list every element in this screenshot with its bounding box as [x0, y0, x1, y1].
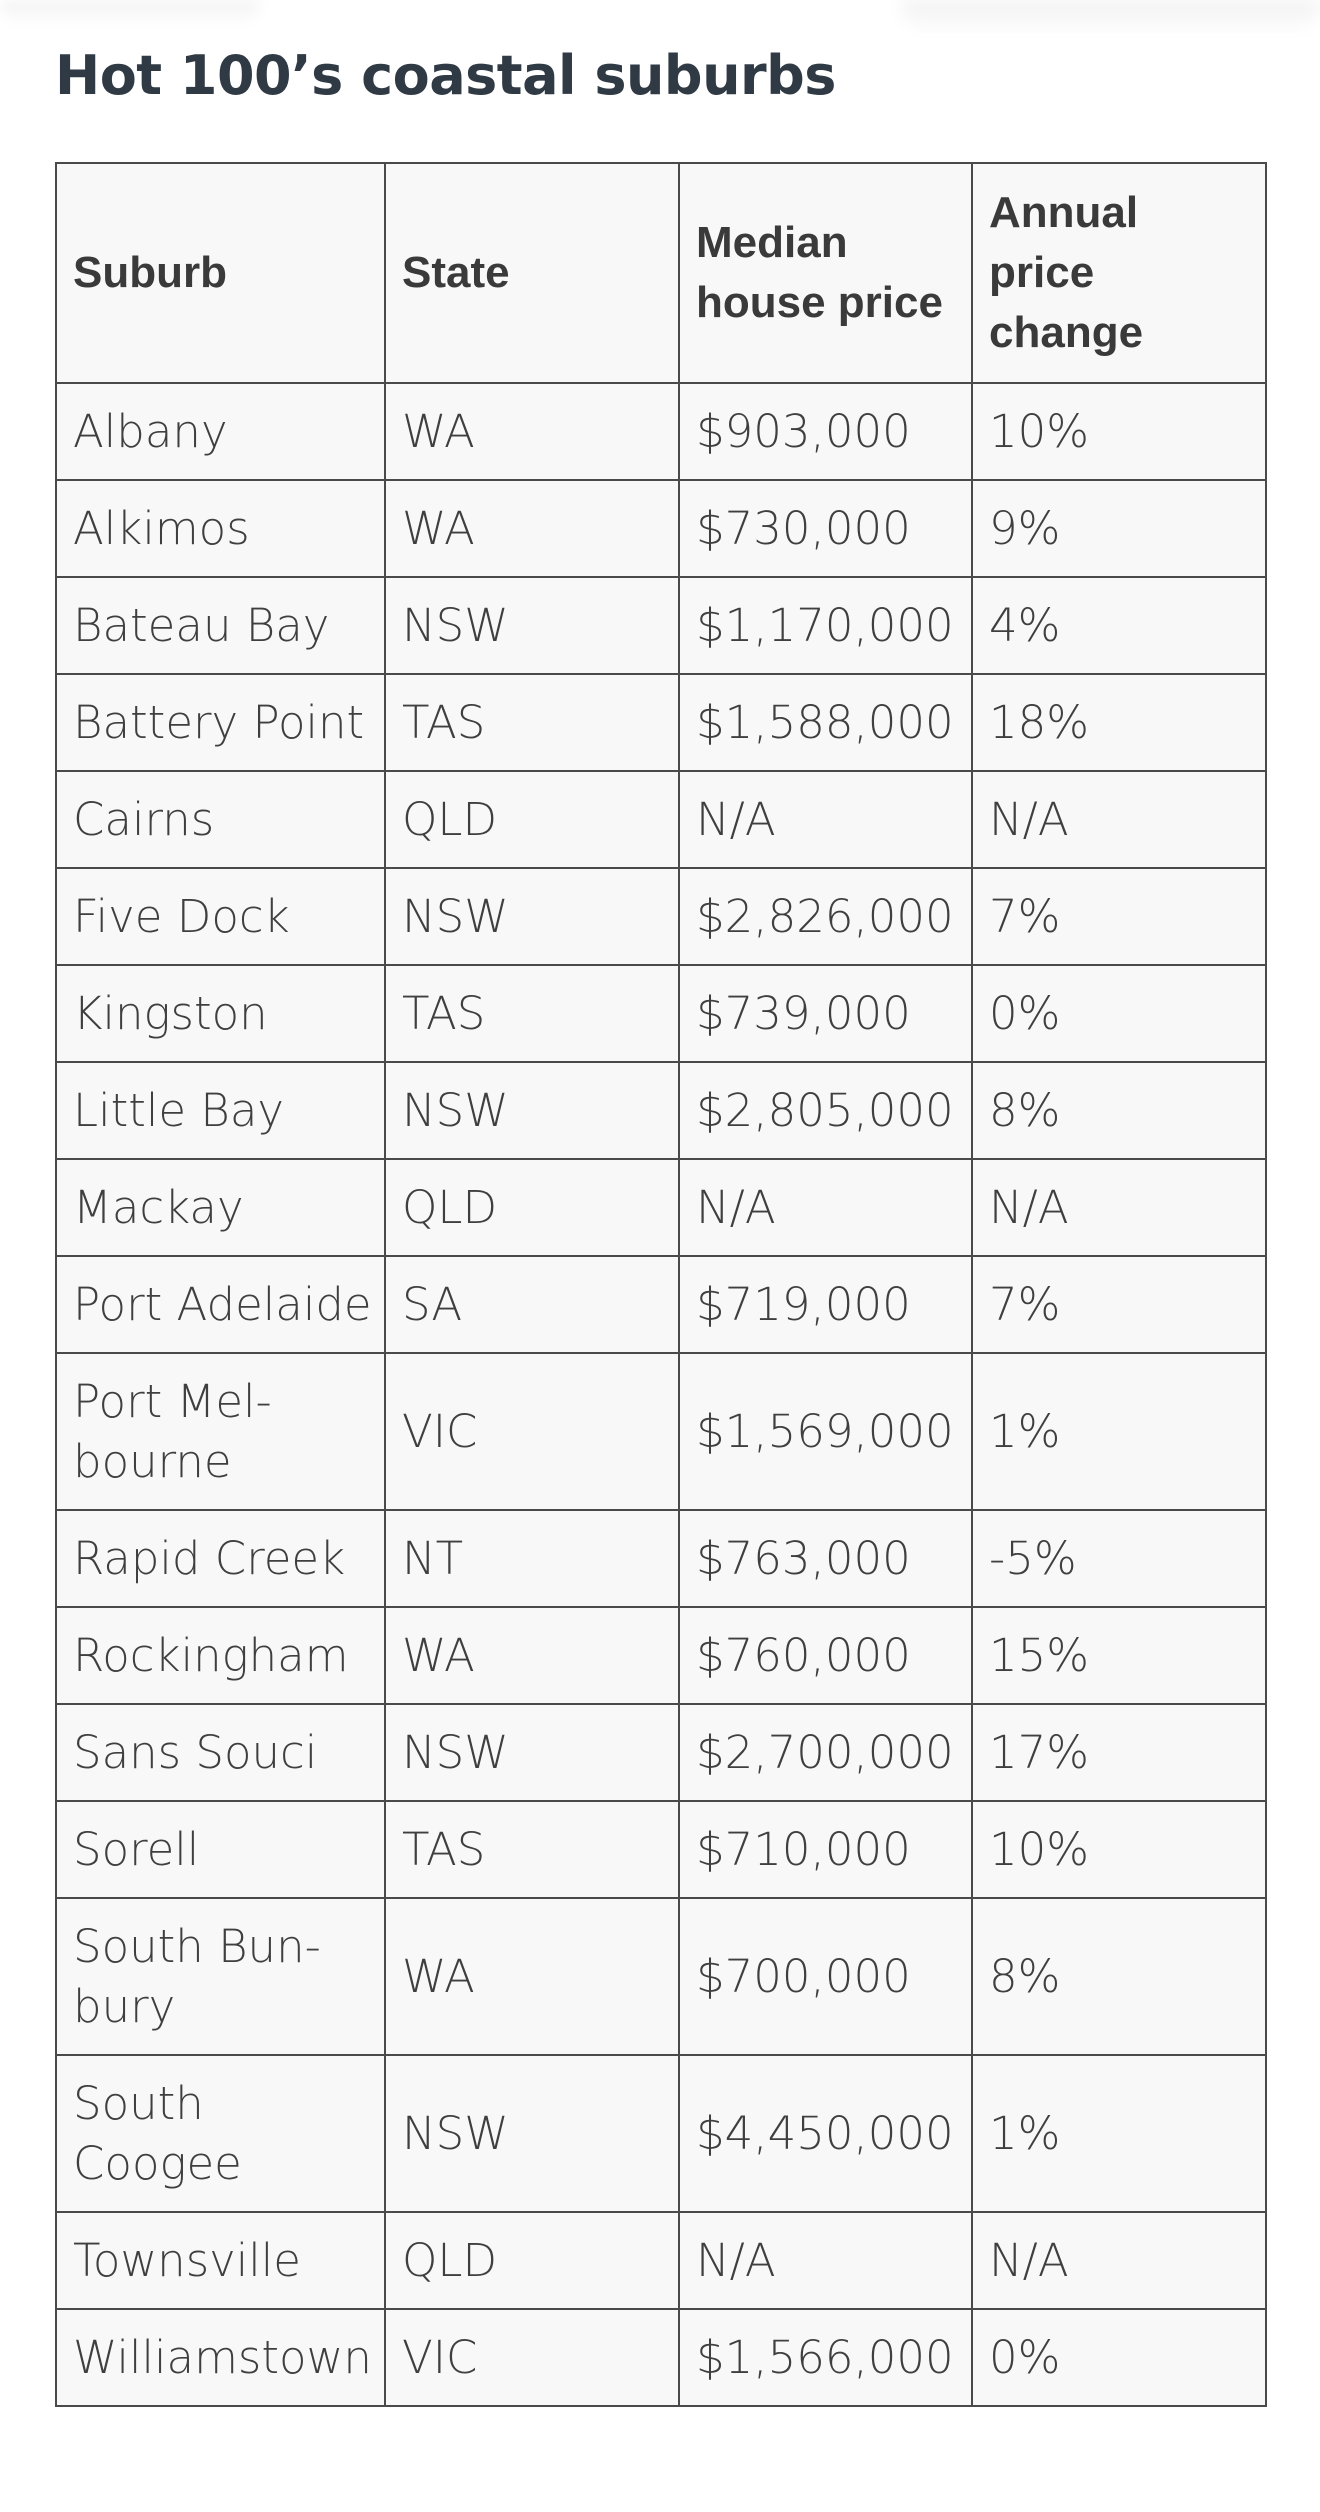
cell-state: NSW [385, 1704, 679, 1801]
cell-price-change: 9% [972, 480, 1266, 577]
cell-price-change: 7% [972, 868, 1266, 965]
table-row [56, 1159, 1266, 1256]
cell-median-price: $760,000 [679, 1607, 972, 1704]
cell-state: NSW [385, 1062, 679, 1159]
column-header-annual-price-change: Annual price change [972, 163, 1266, 383]
cell-state: QLD [385, 1159, 679, 1256]
cell-median-price: N/A [679, 2212, 972, 2309]
cell-price-change: 10% [972, 1801, 1266, 1898]
cell-state: SA [385, 1256, 679, 1353]
cell-median-price: $710,000 [679, 1801, 972, 1898]
cell-price-change: 18% [972, 674, 1266, 771]
cell-state: QLD [385, 771, 679, 868]
cell-price-change: 10% [972, 383, 1266, 480]
cell-state: NSW [385, 868, 679, 965]
table-row [56, 1353, 1266, 1510]
cell-median-price: N/A [679, 1159, 972, 1256]
cell-price-change: 8% [972, 1898, 1266, 2055]
cell-suburb: Port Mel- bourne [56, 1353, 385, 1510]
table-header-row [56, 163, 1266, 383]
cell-price-change: N/A [972, 1159, 1266, 1256]
cell-price-change: 0% [972, 2309, 1266, 2406]
cell-state: TAS [385, 674, 679, 771]
column-header-state: State [385, 163, 679, 383]
table-row [56, 2212, 1266, 2309]
table-row [56, 965, 1266, 1062]
cell-median-price: $739,000 [679, 965, 972, 1062]
table-row [56, 1062, 1266, 1159]
table-row [56, 2055, 1266, 2212]
cell-median-price: $730,000 [679, 480, 972, 577]
cell-state: NSW [385, 577, 679, 674]
cell-state: QLD [385, 2212, 679, 2309]
table-row [56, 1607, 1266, 1704]
cell-suburb: Bateau Bay [56, 577, 385, 674]
cell-price-change: 8% [972, 1062, 1266, 1159]
cell-suburb: Alkimos [56, 480, 385, 577]
table-body [56, 383, 1266, 2406]
header-shadow-left [0, 0, 260, 26]
cell-price-change: N/A [972, 771, 1266, 868]
cell-median-price: N/A [679, 771, 972, 868]
cell-state: VIC [385, 1353, 679, 1510]
cell-suburb: Townsville [56, 2212, 385, 2309]
table-row [56, 674, 1266, 771]
cell-median-price: $719,000 [679, 1256, 972, 1353]
cell-state: TAS [385, 1801, 679, 1898]
cell-suburb: Battery Point [56, 674, 385, 771]
cell-median-price: $1,588,000 [679, 674, 972, 771]
page-title: Hot 100’s coastal suburbs [55, 44, 836, 107]
cell-suburb: Sorell [56, 1801, 385, 1898]
cell-median-price: $903,000 [679, 383, 972, 480]
cell-suburb: Five Dock [56, 868, 385, 965]
table-row [56, 771, 1266, 868]
column-header-suburb: Suburb [56, 163, 385, 383]
cell-suburb: Albany [56, 383, 385, 480]
cell-suburb: South Coogee [56, 2055, 385, 2212]
cell-median-price: $4,450,000 [679, 2055, 972, 2212]
cell-state: NSW [385, 2055, 679, 2212]
cell-price-change: 0% [972, 965, 1266, 1062]
cell-state: NT [385, 1510, 679, 1607]
cell-price-change: N/A [972, 2212, 1266, 2309]
cell-price-change: 4% [972, 577, 1266, 674]
cell-median-price: $2,805,000 [679, 1062, 972, 1159]
coastal-suburbs-table [55, 162, 1267, 2407]
table-row [56, 1510, 1266, 1607]
table-row [56, 480, 1266, 577]
table-row [56, 868, 1266, 965]
table-row [56, 1898, 1266, 2055]
cell-state: VIC [385, 2309, 679, 2406]
table-row [56, 383, 1266, 480]
cell-price-change: 1% [972, 1353, 1266, 1510]
cell-price-change: 15% [972, 1607, 1266, 1704]
cell-suburb: South Bun- bury [56, 1898, 385, 2055]
table-row [56, 1256, 1266, 1353]
cell-price-change: 17% [972, 1704, 1266, 1801]
table-row [56, 1704, 1266, 1801]
cell-suburb: Williamstown [56, 2309, 385, 2406]
cell-suburb: Rapid Creek [56, 1510, 385, 1607]
table-row [56, 1801, 1266, 1898]
table-row [56, 577, 1266, 674]
cell-state: WA [385, 1607, 679, 1704]
header-shadow-right [900, 0, 1320, 34]
cell-median-price: $1,170,000 [679, 577, 972, 674]
cell-price-change: 7% [972, 1256, 1266, 1353]
cell-suburb: Little Bay [56, 1062, 385, 1159]
cell-state: WA [385, 383, 679, 480]
cell-median-price: $763,000 [679, 1510, 972, 1607]
cell-suburb: Rockingham [56, 1607, 385, 1704]
cell-suburb: Sans Souci [56, 1704, 385, 1801]
table-row [56, 2309, 1266, 2406]
cell-median-price: $1,566,000 [679, 2309, 972, 2406]
cell-state: TAS [385, 965, 679, 1062]
cell-suburb: Cairns [56, 771, 385, 868]
cell-suburb: Kingston [56, 965, 385, 1062]
column-header-median-house-price: Median house price [679, 163, 972, 383]
cell-price-change: -5% [972, 1510, 1266, 1607]
cell-median-price: $700,000 [679, 1898, 972, 2055]
cell-median-price: $2,700,000 [679, 1704, 972, 1801]
cell-median-price: $1,569,000 [679, 1353, 972, 1510]
cell-state: WA [385, 1898, 679, 2055]
cell-suburb: Mackay [56, 1159, 385, 1256]
cell-price-change: 1% [972, 2055, 1266, 2212]
cell-state: WA [385, 480, 679, 577]
cell-median-price: $2,826,000 [679, 868, 972, 965]
cell-suburb: Port Adelaide [56, 1256, 385, 1353]
